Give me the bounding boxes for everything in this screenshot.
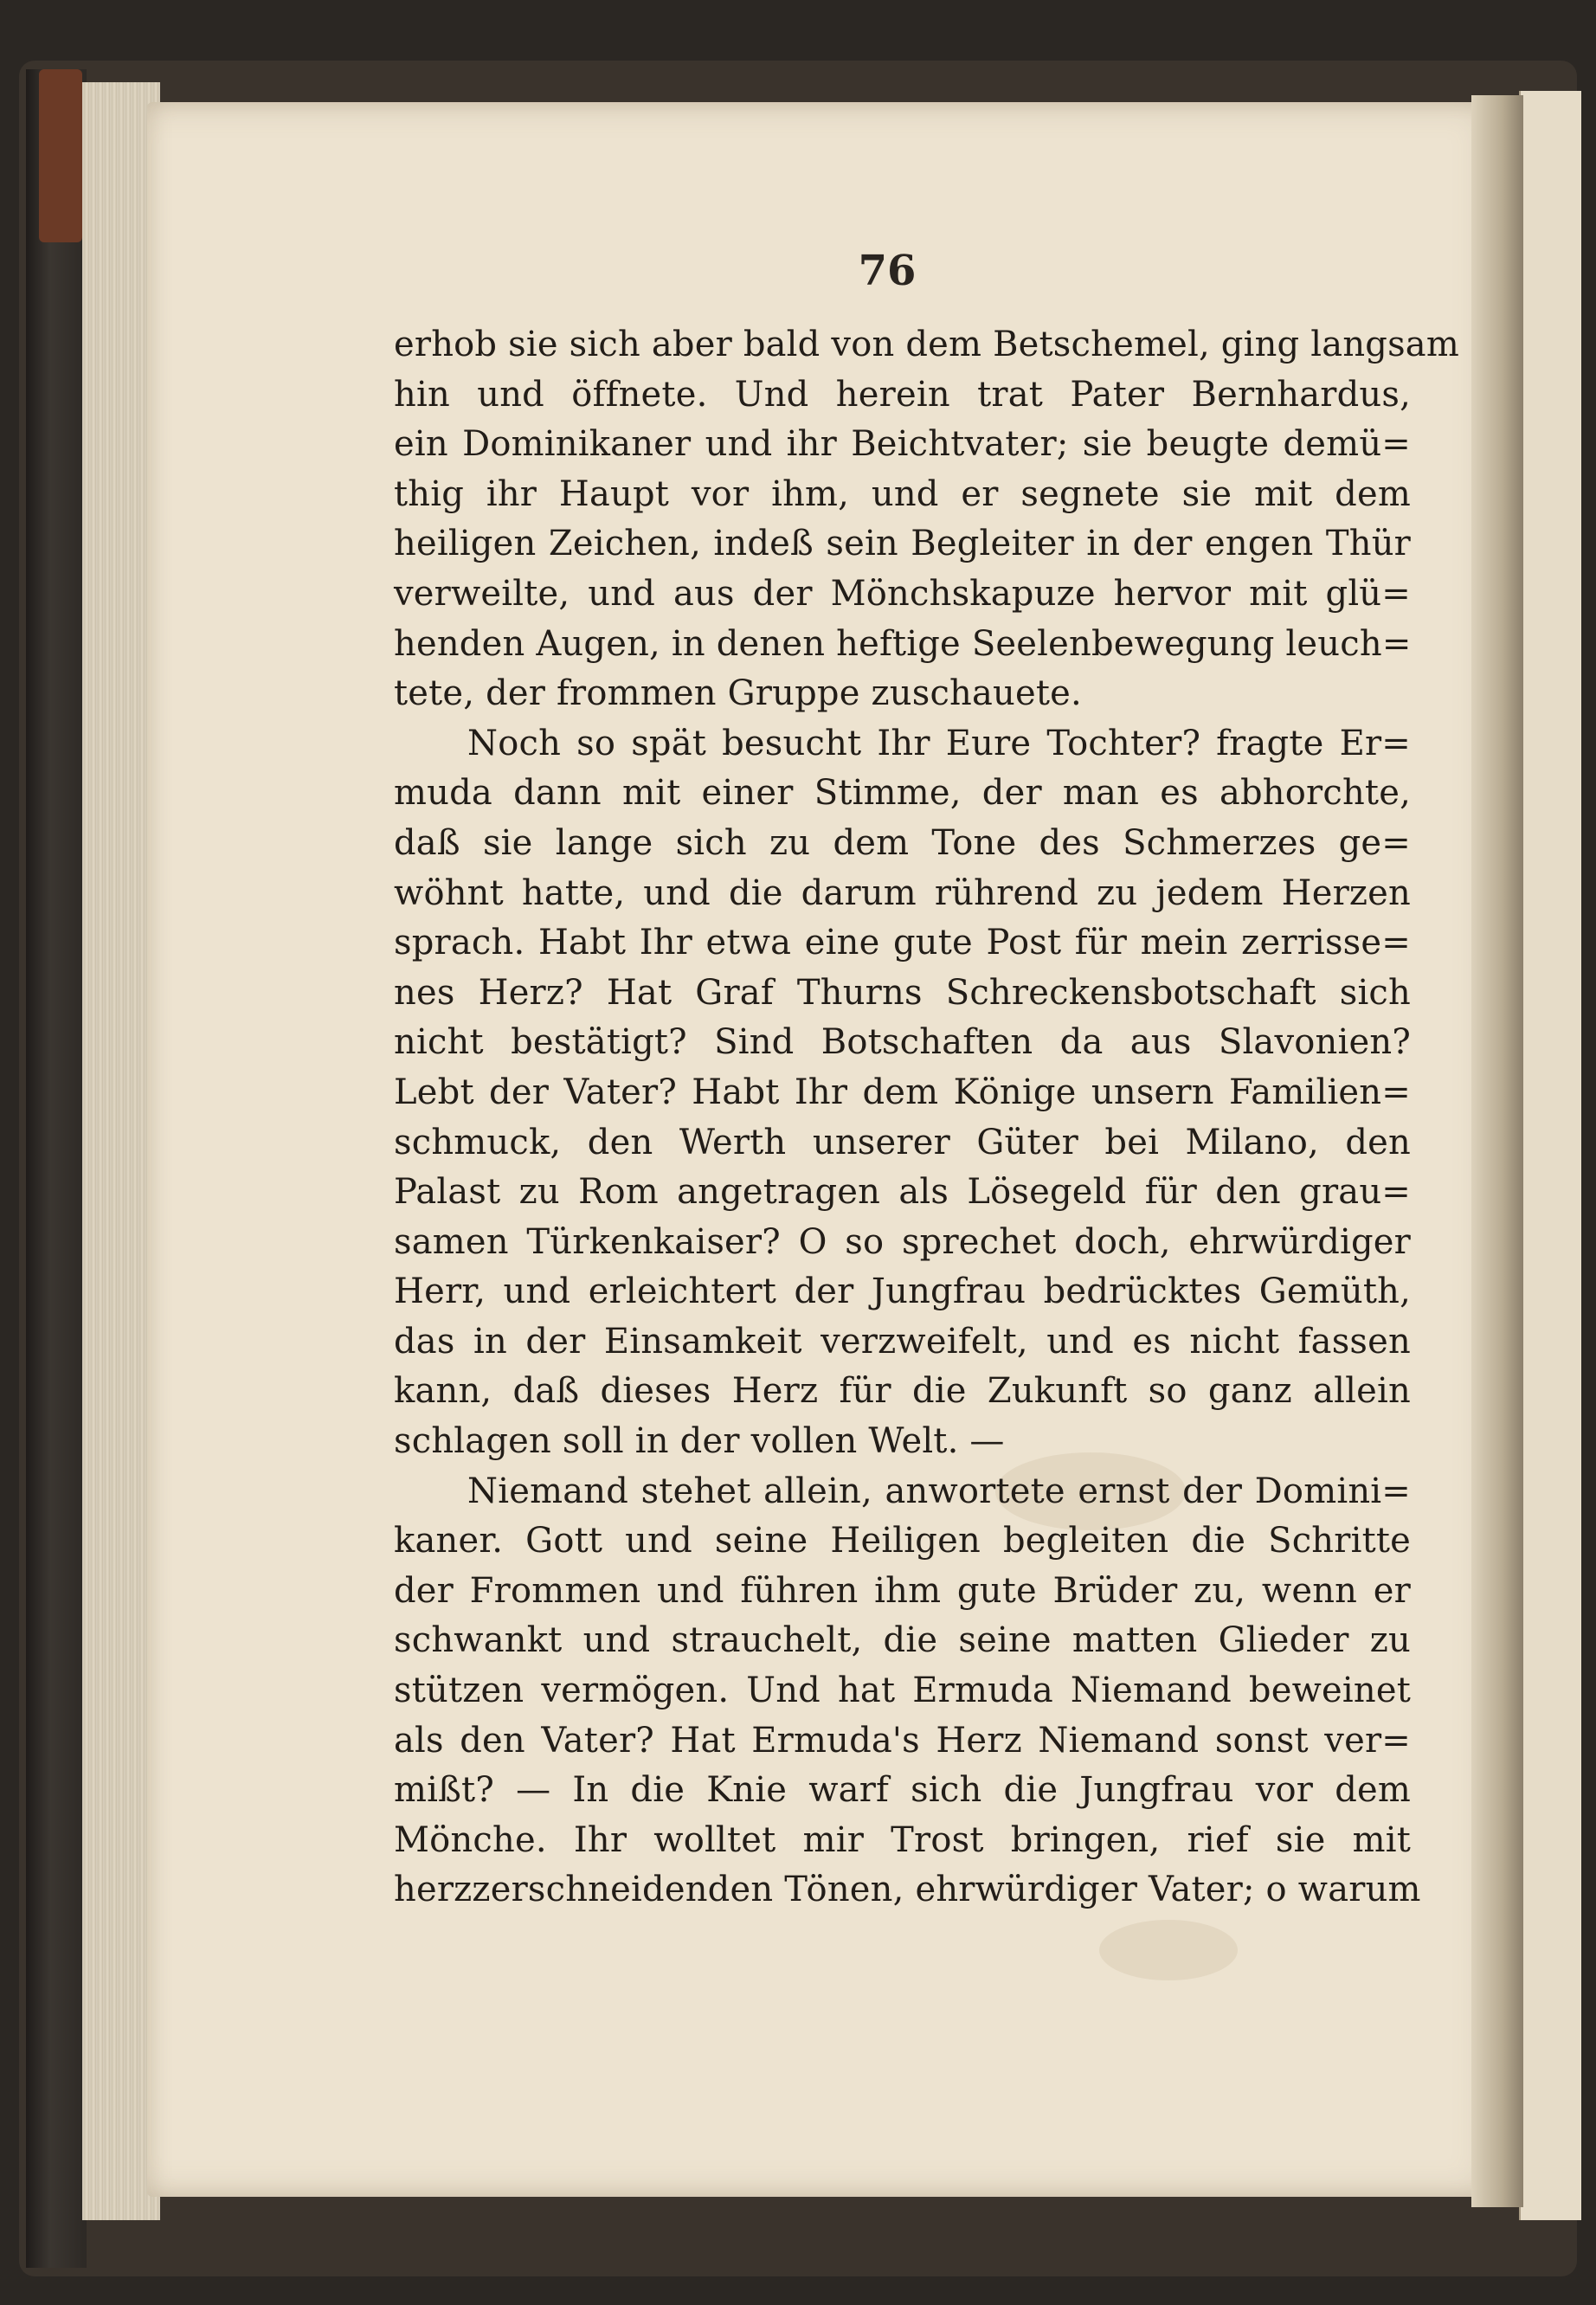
text-line xyxy=(394,370,1411,421)
text-line-content: schmuck, den Werth unserer Güter bei Milano, den xyxy=(394,1122,1411,1162)
text-line-content: daß sie lange sich zu dem Tone des Schmerzes ge= xyxy=(394,822,1411,863)
text-line xyxy=(394,1417,1411,1467)
body-text xyxy=(394,320,1459,1915)
text-line xyxy=(394,1516,1411,1567)
text-line-content: nes Herz? Hat Graf Thurns Schreckensbotschaft sich xyxy=(394,972,1411,1013)
text-line xyxy=(394,769,1411,819)
text-line-content: Herr, und erleichtert der Jungfrau bedrücktes Gemüth, xyxy=(394,1272,1411,1312)
text-line xyxy=(394,1367,1411,1417)
text-line-content: wöhnt hatte, und die darum rührend zu jedem Herzen xyxy=(394,872,1411,913)
text-line xyxy=(394,519,1411,570)
text-line-content: Niemand stehet allein, anwortete ernst der Domini= xyxy=(467,1471,1411,1511)
book-spine xyxy=(26,69,87,2268)
leather-corner xyxy=(39,69,82,242)
text-line-content: hin und öffnete. Und herein trat Pater Bernhardus, xyxy=(394,374,1411,415)
text-line xyxy=(394,420,1411,470)
text-line xyxy=(394,1118,1411,1169)
text-line xyxy=(394,969,1411,1019)
text-line xyxy=(394,1218,1411,1268)
text-line-content: schlagen soll in der vollen Welt. — xyxy=(394,1421,1005,1462)
text-line-content: verweilte, und aus der Mönchskapuze hervor mit glü= xyxy=(394,573,1411,614)
text-line-content: Noch so spät besucht Ihr Eure Tochter? fragte Er= xyxy=(467,723,1411,763)
text-line-content: der Frommen und führen ihm gute Brüder zu, wenn er xyxy=(394,1570,1411,1611)
text-line xyxy=(394,1766,1411,1816)
page-number: 76 xyxy=(858,247,917,295)
text-line xyxy=(394,470,1411,520)
text-line xyxy=(394,1567,1411,1617)
text-line xyxy=(394,918,1411,969)
page-gutter xyxy=(1471,95,1523,2207)
text-line xyxy=(394,1616,1411,1666)
text-line xyxy=(394,320,1459,370)
text-line-content: ein Dominikaner und ihr Beichtvater; sie beugte demü= xyxy=(394,424,1411,465)
text-line xyxy=(394,819,1411,869)
facing-page-edge xyxy=(1519,91,1581,2220)
text-line-content: nicht bestätigt? Sind Botschaften da aus Slavonien? xyxy=(394,1022,1411,1063)
text-line-content: kaner. Gott und seine Heiligen begleiten die Schritte xyxy=(394,1521,1411,1561)
text-line xyxy=(394,1716,1411,1767)
text-line-content: samen Türkenkaiser? O so sprechet doch, ehrwürdiger xyxy=(394,1221,1411,1262)
text-line xyxy=(394,1068,1411,1118)
text-line xyxy=(394,669,1411,719)
text-line xyxy=(394,620,1411,670)
text-line-content: erhob sie sich aber bald von dem Betschemel, ging langsam xyxy=(394,325,1459,364)
text-line xyxy=(394,1018,1411,1068)
text-line-content: das in der Einsamkeit verzweifelt, und es nicht fassen xyxy=(394,1321,1411,1362)
text-line-content: heiligen Zeichen, indeß sein Begleiter in der engen Thür xyxy=(394,524,1411,564)
paper-stain xyxy=(1099,1920,1238,1980)
text-line-content: tete, der frommen Gruppe zuschauete. xyxy=(394,673,1082,714)
text-line xyxy=(394,1168,1411,1218)
text-line-content: Mönche. Ihr wolltet mir Trost bringen, rief sie mit xyxy=(394,1819,1411,1860)
text-line xyxy=(394,1317,1411,1368)
text-line-content: muda dann mit einer Stimme, der man es abhorchte, xyxy=(394,773,1411,814)
text-line-content: schwankt und strauchelt, die seine matten Glieder zu xyxy=(394,1620,1411,1661)
text-line xyxy=(394,869,1411,919)
text-line xyxy=(394,1816,1411,1866)
text-line-content: sprach. Habt Ihr etwa eine gute Post für mein zerrisse= xyxy=(394,923,1411,963)
text-line xyxy=(394,1666,1411,1716)
text-line xyxy=(394,1467,1411,1517)
text-line-content: kann, daß dieses Herz für die Zukunft so ganz allein xyxy=(394,1371,1411,1412)
text-line-content: stützen vermögen. Und hat Ermuda Niemand beweinet xyxy=(394,1671,1411,1711)
text-line xyxy=(394,719,1411,769)
text-line xyxy=(394,570,1411,620)
text-line-content: thig ihr Haupt vor ihm, und er segnete sie mit dem xyxy=(394,473,1411,514)
text-line xyxy=(394,1865,1421,1915)
text-line-content: Lebt der Vater? Habt Ihr dem Könige unsern Familien= xyxy=(394,1072,1411,1112)
text-line-content: mißt? — In die Knie warf sich die Jungfrau vor dem xyxy=(394,1770,1411,1811)
text-line xyxy=(394,1267,1411,1317)
text-line-content: als den Vater? Hat Ermuda's Herz Niemand sonst ver= xyxy=(394,1720,1411,1761)
text-line-content: Palast zu Rom angetragen als Lösegeld für den grau= xyxy=(394,1172,1411,1213)
text-line-content: herzzerschneidenden Tönen, ehrwürdiger Vater; o warum xyxy=(394,1870,1421,1910)
text-line-content: henden Augen, in denen heftige Seelenbewegung leuch= xyxy=(394,623,1412,664)
